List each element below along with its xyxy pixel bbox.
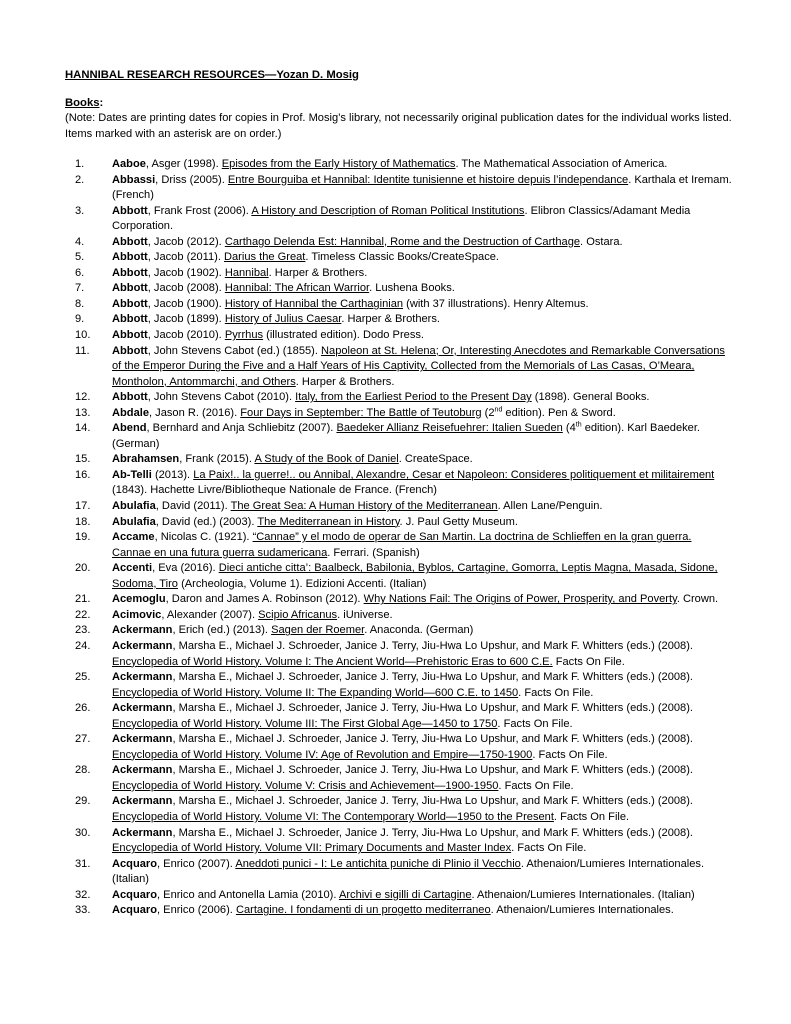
list-item: [0, 592, 791, 608]
entry-text: , Jacob (2008).: [147, 282, 225, 295]
list-item: [0, 204, 791, 235]
entry-author: Acemoglu: [112, 593, 166, 606]
entry-text: (illustrated edition). Dodo Press.: [263, 329, 424, 342]
entry-citation: [112, 204, 732, 235]
entry-text: . Lushena Books.: [369, 282, 455, 295]
entry-number: 8.: [75, 297, 85, 310]
list-item: [0, 452, 791, 468]
entry-citation: [112, 639, 732, 670]
entry-author: Abbott: [112, 282, 148, 295]
entry-text: . Anaconda. (German): [364, 624, 474, 637]
entry-number: 15.: [75, 453, 91, 466]
entry-author: Abulafia: [112, 500, 156, 513]
entry-number: 10.: [75, 329, 91, 342]
entry-citation: [112, 421, 732, 452]
entry-text: . Facts On File.: [532, 748, 608, 761]
entry-text: , Jacob (1902).: [147, 266, 225, 279]
entry-number: 13.: [75, 406, 91, 419]
entry-number: 7.: [75, 282, 85, 295]
entry-work-title: Baedeker Allianz Reisefuehrer: Italien Sueden: [336, 422, 563, 435]
entry-author: Ackermann: [112, 733, 173, 746]
entry-text: edition). Karl Baedeker. (German): [112, 422, 701, 450]
entry-citation: [112, 328, 732, 344]
entry-text: , David (2011).: [155, 500, 231, 513]
entry-number: 28.: [75, 764, 91, 777]
entry-work-title: Sagen der Roemer: [271, 624, 365, 637]
list-item: [0, 530, 791, 561]
entry-text: , Driss (2005).: [155, 173, 228, 186]
entry-author: Abbott: [112, 344, 148, 357]
entry-text: . Allen Lane/Penguin.: [497, 500, 603, 513]
entry-work-title: Why Nations Fail: The Origins of Power, Prosperity, and Poverty: [363, 593, 677, 606]
entry-citation: [112, 344, 732, 391]
entry-text: , Enrico and Antonella Lamia (2010).: [157, 888, 339, 901]
entry-citation: [112, 763, 732, 794]
entry-text: , Marsha E., Michael J. Schroeder, Janice J. Terry, Jiu-Hwa Lo Upshur, and Mark F. Whitters (eds.) (2008).: [172, 733, 694, 746]
entry-work-title: Darius the Great: [224, 251, 306, 264]
entry-citation: [112, 732, 732, 763]
list-item: [0, 312, 791, 328]
entry-work-title: Pyrrhus: [224, 329, 264, 342]
entry-number: 32.: [75, 888, 91, 901]
entry-author: Acimovic: [112, 608, 162, 621]
entry-text: (2013).: [151, 468, 194, 481]
entry-text: . Timeless Classic Books/CreateSpace.: [305, 251, 499, 264]
entry-text: . Harper & Brothers.: [268, 266, 368, 279]
entry-author: Ackermann: [112, 764, 173, 777]
entry-superscript: th: [575, 421, 582, 429]
entry-citation: [112, 173, 732, 204]
entry-number: 24.: [75, 639, 91, 652]
entry-citation: [112, 515, 732, 531]
entry-number: 23.: [75, 624, 91, 637]
entry-text: . Facts On File.: [511, 842, 587, 855]
list-item: [0, 328, 791, 344]
list-item: [0, 235, 791, 251]
list-item: [0, 670, 791, 701]
entry-text: , Frank Frost (2006).: [147, 204, 252, 217]
entry-number: 33.: [75, 904, 91, 917]
entry-number: 20.: [75, 562, 91, 575]
entry-text: , David (ed.) (2003).: [155, 515, 258, 528]
list-item: [0, 888, 791, 904]
entry-work-title: History of Hannibal the Carthaginian: [224, 297, 404, 310]
entry-text: , John Stevens Cabot (2010).: [147, 391, 296, 404]
entry-work-title: Hannibal: [224, 266, 269, 279]
entry-citation: [112, 390, 732, 406]
entry-text: , Marsha E., Michael J. Schroeder, Janice J. Terry, Jiu-Hwa Lo Upshur, and Mark F. Whitters (eds.) (2008).: [172, 795, 694, 808]
list-item: [0, 344, 791, 391]
entry-text: . Facts On File.: [497, 717, 573, 730]
entry-text: . Athenaion/Lumieres Internationales. (Italian): [471, 888, 695, 901]
entry-number: 11.: [75, 344, 90, 357]
entry-text: , Marsha E., Michael J. Schroeder, Janice J. Terry, Jiu-Hwa Lo Upshur, and Mark F. Whitters (eds.) (2008).: [172, 826, 694, 839]
entry-citation: [112, 157, 732, 173]
entry-text: . The Mathematical Association of America.: [455, 158, 668, 170]
list-item: [0, 266, 791, 282]
entry-text: (with 37 illustrations). Henry Altemus.: [403, 297, 589, 310]
entry-number: 16.: [75, 468, 91, 481]
entry-text: , Jacob (2010).: [147, 329, 225, 342]
entry-citation: [112, 826, 732, 857]
entry-number: 29.: [75, 795, 91, 808]
entry-work-title: Encyclopedia of World History. Volume V: Crisis and Achievement—1900-1950: [112, 779, 499, 792]
entry-work-title: Encyclopedia of World History. Volume I: The Ancient World—Prehistoric Eras to 600 C.E.: [112, 655, 553, 668]
entry-author: Acquaro: [112, 904, 157, 917]
entry-author: Ackermann: [112, 624, 173, 637]
list-item: [0, 794, 791, 825]
entry-citation: [112, 452, 732, 468]
entry-number: 21.: [75, 593, 91, 606]
entry-work-title: Archivi e sigilli di Cartagine: [338, 888, 472, 901]
entry-citation: [112, 857, 732, 888]
entry-citation: [112, 468, 732, 499]
list-item: [0, 515, 791, 531]
entry-work-title: Four Days in September: The Battle of Teutoburg: [240, 406, 482, 419]
entry-author: Abend: [112, 422, 147, 435]
list-item: [0, 763, 791, 794]
entry-text: , Marsha E., Michael J. Schroeder, Janice J. Terry, Jiu-Hwa Lo Upshur, and Mark F. Whitters (eds.) (2008).: [172, 671, 694, 684]
entry-author: Ackermann: [112, 826, 173, 839]
entry-author: Ackermann: [112, 639, 173, 652]
books-heading-label: Books: [65, 97, 100, 109]
entry-text: . Athenaion/Lumieres Internationales. (Italian): [112, 857, 705, 886]
entry-text: , Jacob (2012).: [147, 235, 225, 248]
entry-text: . Facts On File.: [553, 810, 630, 823]
entry-text: , Bernhard and Anja Schliebitz (2007).: [146, 422, 337, 435]
list-item: [0, 639, 791, 670]
entry-number: 31.: [75, 857, 91, 870]
entry-author: Abbott: [112, 266, 148, 279]
entry-citation: [112, 406, 732, 422]
entry-text: , Marsha E., Michael J. Schroeder, Janice J. Terry, Jiu-Hwa Lo Upshur, and Mark F. Whitters (eds.) (2008).: [172, 639, 694, 652]
list-item: [0, 701, 791, 732]
entry-number: 4.: [75, 235, 85, 248]
entry-text: (2: [481, 406, 495, 419]
entry-text: , Enrico (2006).: [157, 904, 236, 917]
entry-number: 17.: [75, 500, 91, 513]
entry-number: 2.: [75, 173, 85, 186]
entry-number: 1.: [75, 158, 85, 170]
entry-text: . Ostara.: [580, 235, 623, 248]
entry-text: (1843). Hachette Livre/Bibliotheque Nationale de France. (French): [112, 484, 437, 497]
entry-number: 14.: [75, 422, 91, 435]
entry-citation: [112, 499, 732, 515]
books-heading: Books:: [65, 97, 104, 109]
entry-number: 5.: [75, 251, 85, 264]
entry-text: , Marsha E., Michael J. Schroeder, Janice J. Terry, Jiu-Hwa Lo Upshur, and Mark F. Whitters (eds.) (2008).: [172, 702, 694, 715]
entry-text: Facts On File.: [552, 655, 625, 668]
entry-work-title: Scipio Africanus: [258, 608, 338, 621]
entry-text: , Nicolas C. (1921).: [154, 531, 253, 544]
entry-citation: [112, 561, 732, 592]
entry-citation: [112, 608, 732, 624]
list-item: [0, 468, 791, 499]
entry-author: Abbott: [112, 235, 148, 248]
entry-citation: [112, 297, 732, 313]
entry-number: 12.: [75, 391, 91, 404]
entry-citation: [112, 250, 732, 266]
list-item: [0, 732, 791, 763]
entry-citation: [112, 888, 732, 904]
entry-text: (Archeologia, Volume 1). Edizioni Accenti. (Italian): [177, 577, 427, 590]
entry-work-title: Italy, from the Earliest Period to the Present Day: [295, 391, 532, 404]
list-item: [0, 250, 791, 266]
entry-citation: [112, 592, 732, 608]
list-item: [0, 390, 791, 406]
entry-author: Ackermann: [112, 671, 173, 684]
entry-author: Abulafia: [112, 515, 156, 528]
entry-text: , Daron and James A. Robinson (2012).: [165, 593, 364, 606]
entry-work-title: Dieci antiche citta’: Baalbeck, Babilonia, Byblos, Cartagine, Gomorra, Leptis Magna, Masada, Sidone, Sodoma, Tiro: [112, 562, 718, 590]
entry-citation: [112, 623, 732, 639]
entry-text: . Athenaion/Lumieres Internationales.: [490, 904, 674, 917]
entry-citation: [112, 266, 732, 282]
entry-work-title: The Great Sea: A Human History of the Mediterranean: [230, 500, 498, 513]
entry-author: Ab-Telli: [112, 468, 152, 481]
entry-text: . Crown.: [676, 593, 719, 606]
entry-work-title: Encyclopedia of World History. Volume VII: Primary Documents and Master Index: [112, 842, 512, 855]
entry-citation: [112, 670, 732, 701]
list-item: [0, 281, 791, 297]
entry-number: 22.: [75, 608, 91, 621]
list-item: [0, 826, 791, 857]
entry-text: (1898). General Books.: [531, 391, 650, 404]
entry-text: . CreateSpace.: [398, 453, 473, 466]
entry-work-title: Cartagine. I fondamenti di un progetto mediterraneo: [235, 904, 491, 917]
entry-author: Abbott: [112, 297, 148, 310]
entry-text: , Eva (2016).: [152, 562, 219, 575]
list-item: [0, 406, 791, 422]
entry-author: Ackermann: [112, 702, 173, 715]
entry-author: Abbott: [112, 391, 148, 404]
entry-citation: [112, 281, 732, 297]
entry-number: 25.: [75, 671, 91, 684]
list-item: [0, 857, 791, 888]
entry-number: 3.: [75, 204, 85, 217]
entry-text: . Harper & Brothers.: [341, 313, 441, 326]
entry-text: . Harper & Brothers.: [295, 375, 395, 388]
entry-work-title: Episodes from the Early History of Mathematics: [221, 158, 456, 170]
list-item: [0, 421, 791, 452]
entry-text: . Elibron Classics/Adamant Media Corporation.: [112, 204, 691, 233]
entry-text: . J. Paul Getty Museum.: [399, 515, 518, 528]
entry-text: , John Stevens Cabot (ed.) (1855).: [147, 344, 322, 357]
entry-work-title: Encyclopedia of World History. Volume VI: The Contemporary World—1950 to the Present: [112, 810, 554, 823]
entry-work-title: Aneddoti punici - I: Le antichita puniche di Plinio il Vecchio: [235, 857, 521, 870]
list-item: [0, 297, 791, 313]
entry-text: (4: [562, 422, 576, 435]
entry-number: 19.: [75, 531, 91, 544]
entry-text: , Jacob (1899).: [147, 313, 225, 326]
entry-number: 26.: [75, 702, 91, 715]
entry-citation: [112, 903, 732, 919]
entry-work-title: History of Julius Caesar: [224, 313, 342, 326]
entry-citation: [112, 701, 732, 732]
list-item: [0, 499, 791, 515]
entry-work-title: A Study of the Book of Daniel: [254, 453, 399, 466]
entry-superscript: nd: [494, 406, 503, 414]
entry-work-title: La Paix!.. la guerre!.. ou Annibal, Alexandre, Cesar et Napoleon: Consideres politiquement et militairement: [193, 468, 715, 481]
entry-author: Acquaro: [112, 857, 157, 870]
entry-text: , Frank (2015).: [179, 453, 255, 466]
entry-citation: [112, 235, 732, 251]
entry-number: 30.: [75, 826, 91, 839]
entry-number: 18.: [75, 515, 91, 528]
entry-author: Abbott: [112, 313, 148, 326]
entry-text: . Ferrari. (Spanish): [327, 546, 420, 559]
entry-author: Abbott: [112, 204, 148, 217]
entry-text: . Karthala et Iremam. (French): [112, 173, 732, 202]
entry-author: Accame: [112, 531, 155, 544]
list-item: [0, 173, 791, 204]
entry-work-title: Encyclopedia of World History. Volume II: The Expanding World—600 C.E. to 1450: [112, 686, 519, 699]
list-item: [0, 608, 791, 624]
entry-work-title: Entre Bourguiba et Hannibal: Identite tunisienne et histoire depuis l’independance: [227, 173, 629, 186]
entry-text: . Facts On File.: [498, 779, 574, 792]
entry-text: edition). Pen & Sword.: [502, 406, 616, 419]
entry-text: , Enrico (2007).: [157, 857, 236, 870]
entry-author: Abbassi: [112, 173, 156, 186]
entry-text: . iUniverse.: [337, 608, 393, 621]
entry-text: , Asger (1998).: [145, 158, 222, 170]
entry-work-title: A History and Description of Roman Political Institutions: [251, 204, 525, 217]
entry-author: Abdale: [112, 406, 149, 419]
list-item: [0, 903, 791, 919]
entry-number: 9.: [75, 313, 85, 326]
entry-text: , Jason R. (2016).: [149, 406, 241, 419]
list-item: [0, 157, 791, 173]
entry-citation: [112, 312, 732, 328]
entry-work-title: Carthago Delenda Est: Hannibal, Rome and the Destruction of Carthage: [224, 235, 581, 248]
document-title: HANNIBAL RESEARCH RESOURCES—Yozan D. Mosig: [65, 69, 359, 81]
entry-author: Accenti: [112, 562, 153, 575]
entry-author: Ackermann: [112, 795, 173, 808]
entry-author: Acquaro: [112, 888, 157, 901]
entry-author: Abbott: [112, 251, 148, 264]
entry-work-title: Hannibal: The African Warrior: [224, 282, 370, 295]
library-note: (Note: Dates are printing dates for copies in Prof. Mosig’s library, not necessarily original publication dates for the individual works listed. Items marked with an asterisk are on order.): [65, 112, 732, 140]
entry-text: , Marsha E., Michael J. Schroeder, Janice J. Terry, Jiu-Hwa Lo Upshur, and Mark F. Whitters (eds.) (2008).: [172, 764, 694, 777]
entry-text: . Facts On File.: [518, 686, 594, 699]
entry-text: , Erich (ed.) (2013).: [172, 624, 272, 637]
list-item: [0, 561, 791, 592]
list-item: [0, 623, 791, 639]
entry-author: Aaboe: [112, 158, 146, 170]
entry-text: , Jacob (1900).: [147, 297, 225, 310]
entry-work-title: The Mediterranean in History: [257, 515, 400, 528]
entry-work-title: Encyclopedia of World History. Volume III: The First Global Age—1450 to 1750: [112, 717, 498, 730]
entry-citation: [112, 530, 732, 561]
entry-text: , Jacob (2011).: [147, 251, 224, 264]
entry-number: 6.: [75, 266, 85, 279]
entry-work-title: Napoleon at St. Helena; Or, Interesting Anecdotes and Remarkable Conversations of the Emperor During the Five and a Half Years of His Captivity, Collected from the Memorials of Las Casas, O’Meara, Montholon, Antommarchi, and Others: [112, 344, 725, 388]
bibliography-list: [0, 157, 791, 919]
entry-number: 27.: [75, 733, 91, 746]
entry-citation: [112, 794, 732, 825]
entry-work-title: Encyclopedia of World History. Volume IV: Age of Revolution and Empire—1750-1900: [112, 748, 533, 761]
entry-work-title: “Cannae” y el modo de operar de San Martin. La doctrina de Schlieffen en la gran guerra. Cannae en una futura guerra sudamericana: [112, 531, 692, 559]
entry-author: Abrahamsen: [112, 453, 180, 466]
entry-text: , Alexander (2007).: [161, 608, 259, 621]
entry-author: Abbott: [112, 329, 148, 342]
